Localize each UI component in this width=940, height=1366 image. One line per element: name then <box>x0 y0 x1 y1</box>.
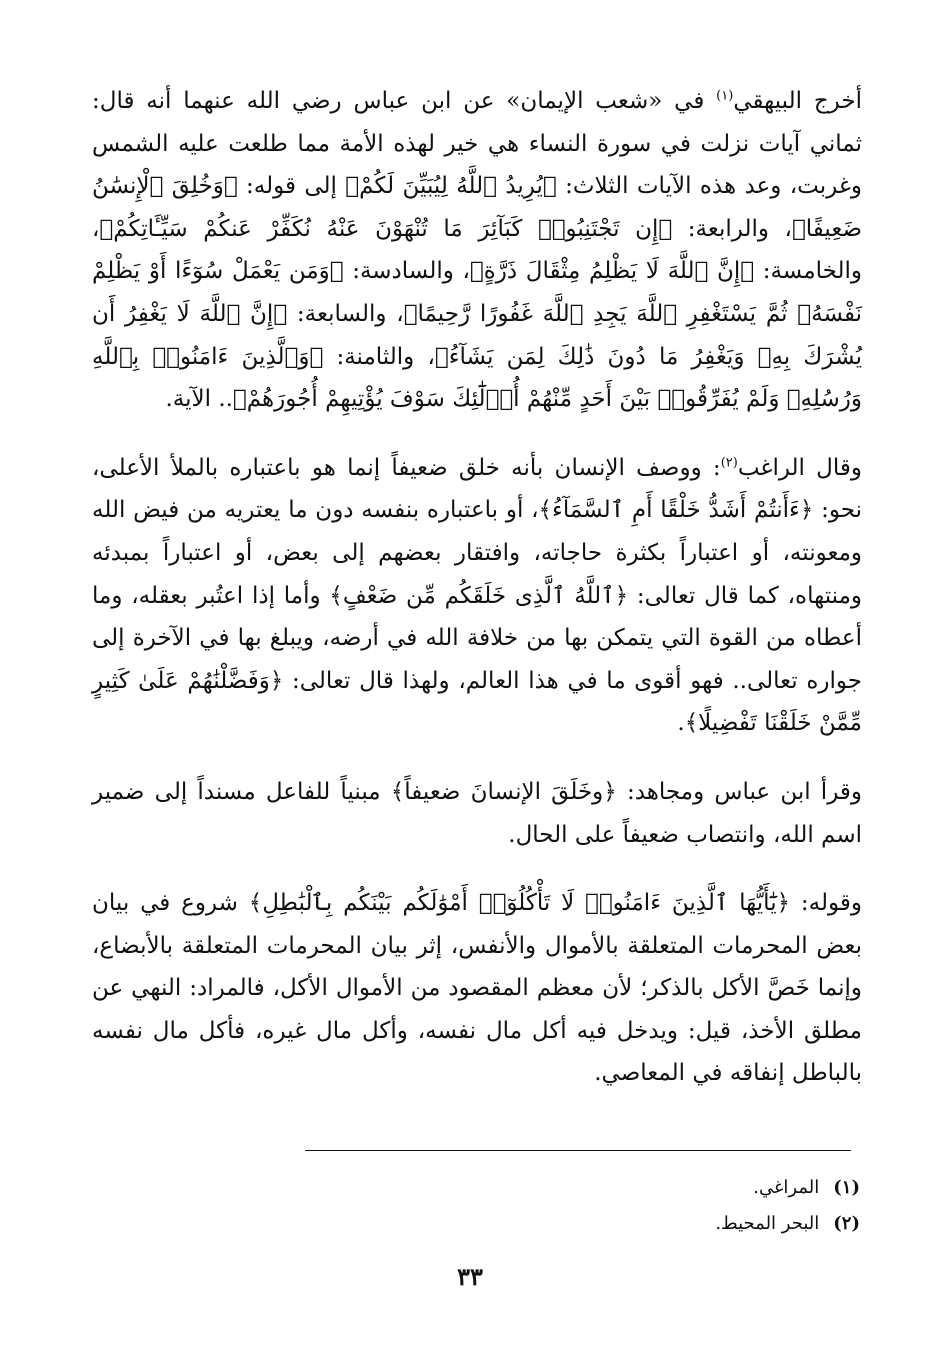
paragraph-1-text-a: أخرج البيهقي <box>733 88 862 114</box>
footnote-ref-2: (٢) <box>720 455 738 471</box>
footnote-2-text: البحر المحيط. <box>715 1213 820 1234</box>
footnote-divider <box>305 1150 851 1151</box>
footnote-ref-1: (١) <box>716 88 734 104</box>
page-body <box>92 80 862 1121</box>
paragraph-2 <box>92 447 862 745</box>
paragraph-4 <box>92 882 862 1095</box>
paragraph-3-text: وقرأ ابن عباس ومجاهد: ﴿وخَلَقَ الإنسانَ ضعيفاً﴾ مبنياً للفاعل مسنداً إلى ضمير اسم الله، وانتصاب ضعيفاً على الحال. <box>92 778 862 848</box>
footnote-2 <box>260 1206 860 1242</box>
footnote-2-number: (٢) <box>833 1213 860 1234</box>
footnote-1 <box>260 1170 860 1206</box>
paragraph-1 <box>92 80 862 421</box>
paragraph-2-text-b: : ووصف الإنسان بأنه خلق ضعيفاً إنما هو باعتباره بالملأ الأعلى، نحو: ﴿ءَأَنتُمْ أَشَدُّ خَلْقًا أَمِ ٱلسَّمَآءُ﴾، أو باعتباره بنفسه دون ما يعتريه من فيض الله ومعونته، أو اعتباراً بكثرة حاجاته، وافتقار بعضهم إلى بعض، أو اعتباراً بمبدئه ومنتهاه، كما قال تعالى: ﴿ٱللَّهُ ٱلَّذِى خَلَقَكُم مِّن ضَعْفٍ﴾ وأما إذا اعتُبر بعقله، وما أعطاه من القوة التي يتمكن بها من خلافة الله في أرضه، ويبلغ بها في الآخرة إلى جواره تعالى.. فهو أقوى ما في هذا العالم، ولهذا قال تعالى: ﴿وَفَضَّلْنَٰهُمْ عَلَىٰ كَثِيرٍ مِّمَّنْ خَلَقْنَا تَفْضِيلًا﴾. <box>92 454 862 737</box>
footnotes <box>260 1170 860 1242</box>
paragraph-3 <box>92 771 862 856</box>
paragraph-2-text-a: وقال الراغب <box>737 454 862 481</box>
page-number: ٣٣ <box>457 1262 483 1291</box>
paragraph-4-text: وقوله: ﴿يَٰٓأَيُّهَا ٱلَّذِينَ ءَامَنُوا۟ لَا تَأْكُلُوٓا۟ أَمْوَٰلَكُم بَيْنَكُم بِٱلْبَٰطِلِ﴾ شروع في بيان بعض المحرمات المتعلقة بالأموال والأنفس، إثر بيان المحرمات المتعلقة بالأبضاع، وإنما خَصَّ الأكل بالذكر؛ لأن معظم المقصود من الأموال الأكل، فالمراد: النهي عن مطلق الأخذ، قيل: ويدخل فيه أكل مال نفسه، وأكل مال غيره، فأكل مال نفسه بالباطل إنفاقه في المعاصي. <box>92 890 862 1087</box>
footnote-1-number: (١) <box>833 1177 860 1198</box>
footnote-1-text: المراغي. <box>753 1177 820 1198</box>
paragraph-1-text-b: في «شعب الإيمان» عن ابن عباس رضي الله عنهما أنه قال: ثماني آيات نزلت في سورة النساء هي خير لهذه الأمة مما طلعت عليه الشمس وغربت، وعد هذه الآيات الثلاث: ﴿يُرِيدُ ٱللَّهُ لِيُبَيِّنَ لَكُمْ﴾ إلى قوله: ﴿وَخُلِقَ ٱلْإِنسَٰنُ ضَعِيفًا﴾، والرابعة: ﴿إِن تَجْتَنِبُوا۟ كَبَآئِرَ مَا تُنْهَوْنَ عَنْهُ نُكَفِّرْ عَنكُمْ سَيِّـَٔاتِكُمْ﴾، والخامسة: ﴿إِنَّ ٱللَّهَ لَا يَظْلِمُ مِثْقَالَ ذَرَّةٍ﴾، والسادسة: ﴿وَمَن يَعْمَلْ سُوٓءًا أَوْ يَظْلِمْ نَفْسَهُۥ ثُمَّ يَسْتَغْفِرِ ٱللَّهَ يَجِدِ ٱللَّهَ غَفُورًا رَّحِيمًا﴾، والسابعة: ﴿إِنَّ ٱللَّهَ لَا يَغْفِرُ أَن يُشْرَكَ بِهِۦ وَيَغْفِرُ مَا دُونَ ذَٰلِكَ لِمَن يَشَآءُ﴾، والثامنة: ﴿وَٱلَّذِينَ ءَامَنُوا۟ بِٱللَّهِ وَرُسُلِهِۦ وَلَمْ يُفَرِّقُوا۟ بَيْنَ أَحَدٍ مِّنْهُمْ أُو۟لَٰٓئِكَ سَوْفَ يُؤْتِيهِمْ أُجُورَهُمْ﴾.. الآية. <box>92 88 862 413</box>
